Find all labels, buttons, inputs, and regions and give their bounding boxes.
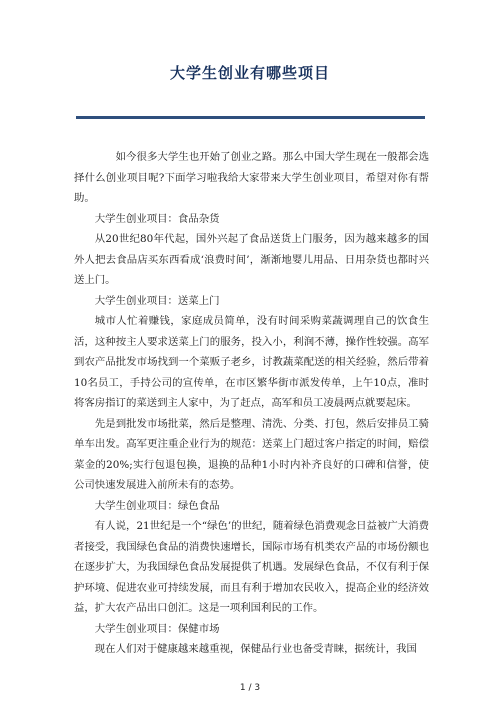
section-paragraph: 现在人们对于健康越来越重视，保健品行业也备受青睐，据统计，我国 xyxy=(94,643,417,655)
section-heading: 大学生创业项目：送菜上门 xyxy=(94,294,220,307)
section-paragraph: 城市人忙着赚钱，家庭成员简单，没有时间采购菜蔬调理自己的饮食生活，这种按主人要求送菜上门的服务，投入小，利润不薄，操作性较强。高军到农产品批发市场找到一个菜贩子老乡，讨教蔬菜配送的相关经验，然后带着10名员工，手持公司的宣传单，在市区繁华街市派发传单，上午10点，准时将客房指订的菜送到主人家中，为了赶点，高军和员工凌晨两点就要起床。 xyxy=(74,315,429,409)
section-heading: 大学生创业项目：绿色食品 xyxy=(94,499,220,512)
section-heading: 大学生创业项目：保健市场 xyxy=(94,622,220,635)
section-paragraph: 有人说，21世纪是一个“绿色’的世纪，随着绿色消费观念日益被广大消费者接受，我国绿色食品的消费快速增长，国际市场有机类农产品的市场份额也在逐步扩大，为我国绿色食品发展提供了机遇。发展绿色食品，不仅有利于保护环境、促进农业可持续发展，而且有利于增加农民收入，提高企业的经济效益，扩大农产品出口创汇。这是一项利国利民的工作。 xyxy=(74,520,429,614)
page-title: 大学生创业有哪些项目 xyxy=(169,64,330,82)
intro-paragraph: 如今很多大学生也开始了创业之路。那么中国大学生现在一般都会选择什么创业项目呢?下面学习啦我给大家带来大学生创业项目，希望对你有帮助。 xyxy=(74,151,429,204)
section-paragraph: 先是到批发市场批菜，然后是整理、清洗、分类、打包，然后安排员工骑单车出发。高军更注重企业行为的规范：送菜上门超过客户指定的时间，赔偿菜金的20%;实行包退包换，退换的品种1小时内补齐良好的口碑和信誉，使公司快速发展进入前所未有的态势。 xyxy=(74,417,429,491)
title-divider xyxy=(76,116,425,119)
page-number: 1 / 3 xyxy=(239,683,261,693)
section-paragraph: 从20世纪80年代起，国外兴起了食品送货上门服务，因为越来越多的国外人把去食品店买东西看成‘浪费时间’，渐渐地婴儿用品、日用杂货也都时兴送上门。 xyxy=(74,233,429,286)
document-body xyxy=(74,147,429,660)
section-heading: 大学生创业项目：食品杂货 xyxy=(94,212,220,225)
